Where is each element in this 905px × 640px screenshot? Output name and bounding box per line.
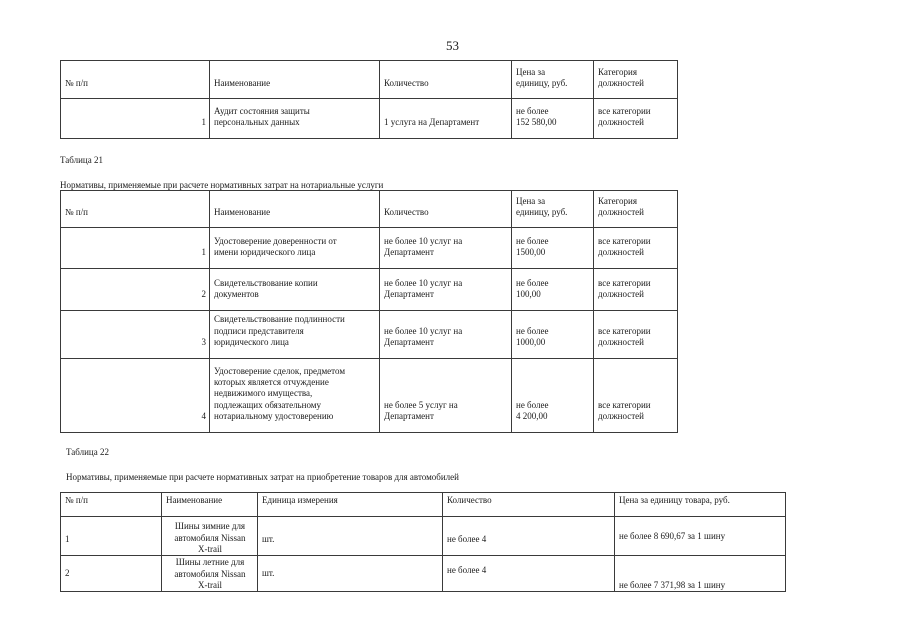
row-name: Аудит состояния защиты персональных данных bbox=[210, 99, 380, 139]
row-unit: шт. bbox=[258, 556, 443, 592]
table-row bbox=[61, 99, 678, 139]
row-qty: не более 4 bbox=[443, 556, 615, 592]
row-num: 4 bbox=[61, 359, 210, 433]
table-row bbox=[61, 517, 786, 556]
row-num: 1 bbox=[61, 517, 162, 556]
table22-title: Нормативы, применяемые при расчете нормативных затрат на приобретение товаров для автомобилей bbox=[66, 472, 459, 482]
header-qty: Количество bbox=[380, 61, 512, 99]
table-top bbox=[60, 60, 678, 139]
row-qty: 1 услуга на Департамент bbox=[380, 99, 512, 139]
table-header-row bbox=[61, 493, 786, 517]
row-qty: не более 10 услуг на Департамент bbox=[380, 311, 512, 359]
row-name: Удостоверение сделок, предметом которых является отчуждение недвижимого имущества, подлежащих обязательному нотариальному удостоверению bbox=[210, 359, 380, 433]
row-name: Удостоверение доверенности от имени юридического лица bbox=[210, 228, 380, 269]
table-21 bbox=[60, 190, 678, 433]
header-name: Наименование bbox=[210, 61, 380, 99]
header-category: Категория должностей bbox=[594, 191, 678, 228]
row-price: не более 8 690,67 за 1 шину bbox=[615, 517, 786, 556]
row-category: все категории должностей bbox=[594, 311, 678, 359]
row-category: все категории должностей bbox=[594, 269, 678, 311]
table21-label: Таблица 21 bbox=[60, 155, 103, 165]
row-qty: не более 5 услуг на Департамент bbox=[380, 359, 512, 433]
row-price: не более 100,00 bbox=[512, 269, 594, 311]
header-qty: Количество bbox=[443, 493, 615, 517]
row-qty: не более 10 услуг на Департамент bbox=[380, 228, 512, 269]
row-num: 1 bbox=[61, 228, 210, 269]
table-row bbox=[61, 556, 786, 592]
row-price: не более 4 200,00 bbox=[512, 359, 594, 433]
row-category: все категории должностей bbox=[594, 99, 678, 139]
table-22 bbox=[60, 492, 786, 592]
table-row bbox=[61, 228, 678, 269]
header-price: Цена за единицу товара, руб. bbox=[615, 493, 786, 517]
row-name: Шины зимние для автомобиля Nissan X-trail bbox=[162, 517, 258, 556]
row-qty: не более 10 услуг на Департамент bbox=[380, 269, 512, 311]
row-price: не более 1000,00 bbox=[512, 311, 594, 359]
page-number: 53 bbox=[446, 38, 459, 53]
row-num: 2 bbox=[61, 556, 162, 592]
header-name: Наименование bbox=[210, 191, 380, 228]
row-price: не более 1500,00 bbox=[512, 228, 594, 269]
table21-title: Нормативы, применяемые при расчете нормативных затрат на нотариальные услуги bbox=[60, 180, 384, 190]
table-header-row bbox=[61, 191, 678, 228]
row-num: 2 bbox=[61, 269, 210, 311]
row-num: 3 bbox=[61, 311, 210, 359]
row-qty: не более 4 bbox=[443, 517, 615, 556]
row-name: Свидетельствование копии документов bbox=[210, 269, 380, 311]
header-num: № п/п bbox=[61, 191, 210, 228]
header-num: № п/п bbox=[61, 61, 210, 99]
header-price: Цена за единицу, руб. bbox=[512, 61, 594, 99]
table-row bbox=[61, 269, 678, 311]
table-row bbox=[61, 311, 678, 359]
header-num: № п/п bbox=[61, 493, 162, 517]
row-unit: шт. bbox=[258, 517, 443, 556]
header-unit: Единица измерения bbox=[258, 493, 443, 517]
row-name: Шины летние для автомобиля Nissan X-trail bbox=[162, 556, 258, 592]
table-header-row bbox=[61, 61, 678, 99]
row-category: все категории должностей bbox=[594, 228, 678, 269]
row-price: не более 7 371,98 за 1 шину bbox=[615, 556, 786, 592]
header-price: Цена за единицу, руб. bbox=[512, 191, 594, 228]
table-row bbox=[61, 359, 678, 433]
header-name: Наименование bbox=[162, 493, 258, 517]
header-category: Категория должностей bbox=[594, 61, 678, 99]
row-category: все категории должностей bbox=[594, 359, 678, 433]
table22-label: Таблица 22 bbox=[66, 447, 109, 457]
row-name: Свидетельствование подлинности подписи представителя юридического лица bbox=[210, 311, 380, 359]
header-qty: Количество bbox=[380, 191, 512, 228]
row-price: не более 152 580,00 bbox=[512, 99, 594, 139]
row-num: 1 bbox=[61, 99, 210, 139]
